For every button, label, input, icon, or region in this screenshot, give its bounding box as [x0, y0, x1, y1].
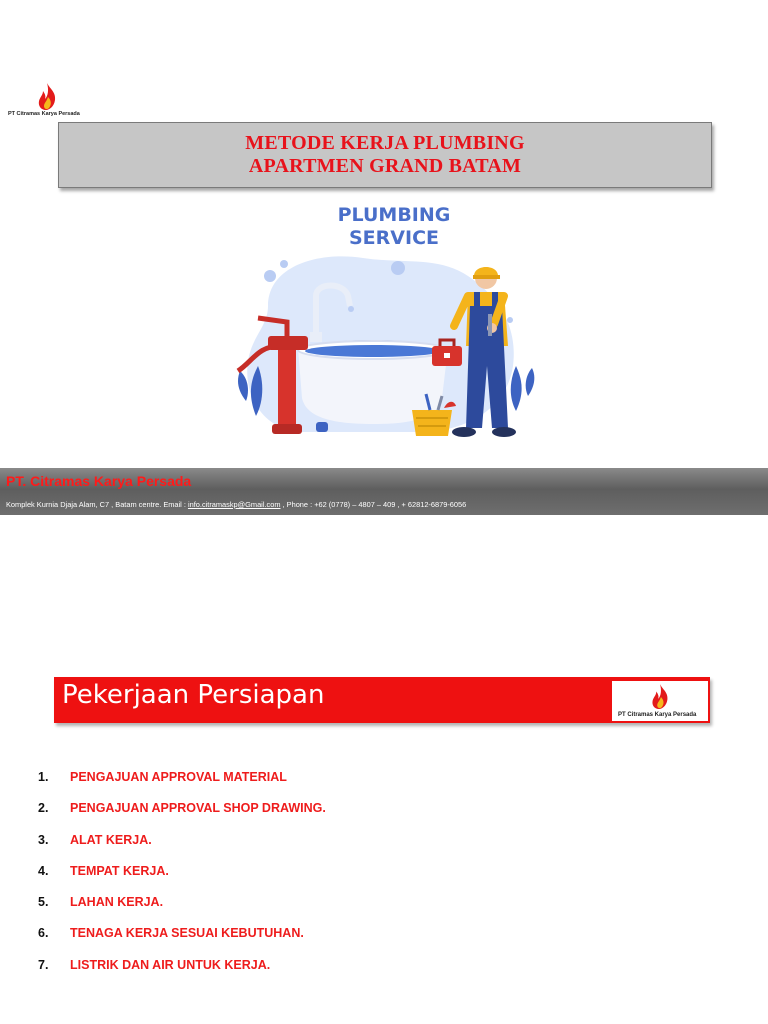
- list-item-text: LISTRIK DAN AIR UNTUK KERJA.: [70, 957, 271, 972]
- section-header: [54, 677, 710, 723]
- list-item-text: ALAT KERJA.: [70, 832, 152, 847]
- footer-address-prefix: Komplek Kurnia Djaja Alam, C7 , Batam centre. Email :: [6, 500, 188, 509]
- flame-icon: [648, 683, 672, 711]
- title-line-1: METODE KERJA PLUMBING: [245, 132, 525, 154]
- plumbing-service-illustration: [198, 196, 566, 454]
- logo-caption: PT Citramas Karya Persada: [8, 111, 80, 117]
- list-item-number: 7.: [38, 957, 49, 972]
- list-item-text: TENAGA KERJA SESUAI KEBUTUHAN.: [70, 926, 304, 941]
- list-item: [38, 895, 348, 926]
- illustration-heading-2: SERVICE: [349, 227, 439, 249]
- section-logo: [612, 681, 708, 721]
- list-item-text: TEMPAT KERJA.: [70, 863, 169, 878]
- list-item: [38, 770, 348, 801]
- list-item: [38, 926, 348, 957]
- logo-caption: PT Citramas Karya Persada: [618, 712, 697, 718]
- footer-address: [6, 500, 466, 509]
- list-item-number: 3.: [38, 832, 49, 847]
- list-item: [38, 833, 348, 864]
- list-item-text: LAHAN KERJA.: [70, 895, 164, 910]
- list-item-text: PENGAJUAN APPROVAL MATERIAL: [70, 770, 287, 784]
- list-item: [38, 958, 348, 989]
- list-item: [38, 801, 348, 832]
- footer-company-name: PT. Citramas Karya Persada: [6, 473, 192, 489]
- preparation-list: [38, 770, 348, 989]
- document-title: [58, 122, 712, 188]
- list-item-number: 2.: [38, 801, 49, 816]
- list-item-number: 6.: [38, 926, 49, 941]
- flame-icon: [34, 82, 60, 112]
- footer-phone: , Phone : +62 (0778) – 4807 – 409 , + 62812-6879-6056: [280, 500, 467, 509]
- illustration-heading-1: PLUMBING: [337, 204, 451, 226]
- title-line-2: APARTMEN GRAND BATAM: [248, 155, 522, 177]
- list-item: [38, 864, 348, 895]
- footer-email-link[interactable]: info.citramaskp@Gmail.com: [187, 500, 281, 509]
- list-item-text: PENGAJUAN APPROVAL SHOP DRAWING.: [70, 801, 326, 816]
- list-item-number: 5.: [38, 895, 49, 910]
- list-item-number: 1.: [38, 770, 49, 784]
- company-footer: [0, 468, 768, 515]
- company-logo: [6, 80, 92, 122]
- section-title: Pekerjaan Persiapan: [62, 680, 325, 710]
- list-item-number: 4.: [38, 863, 49, 878]
